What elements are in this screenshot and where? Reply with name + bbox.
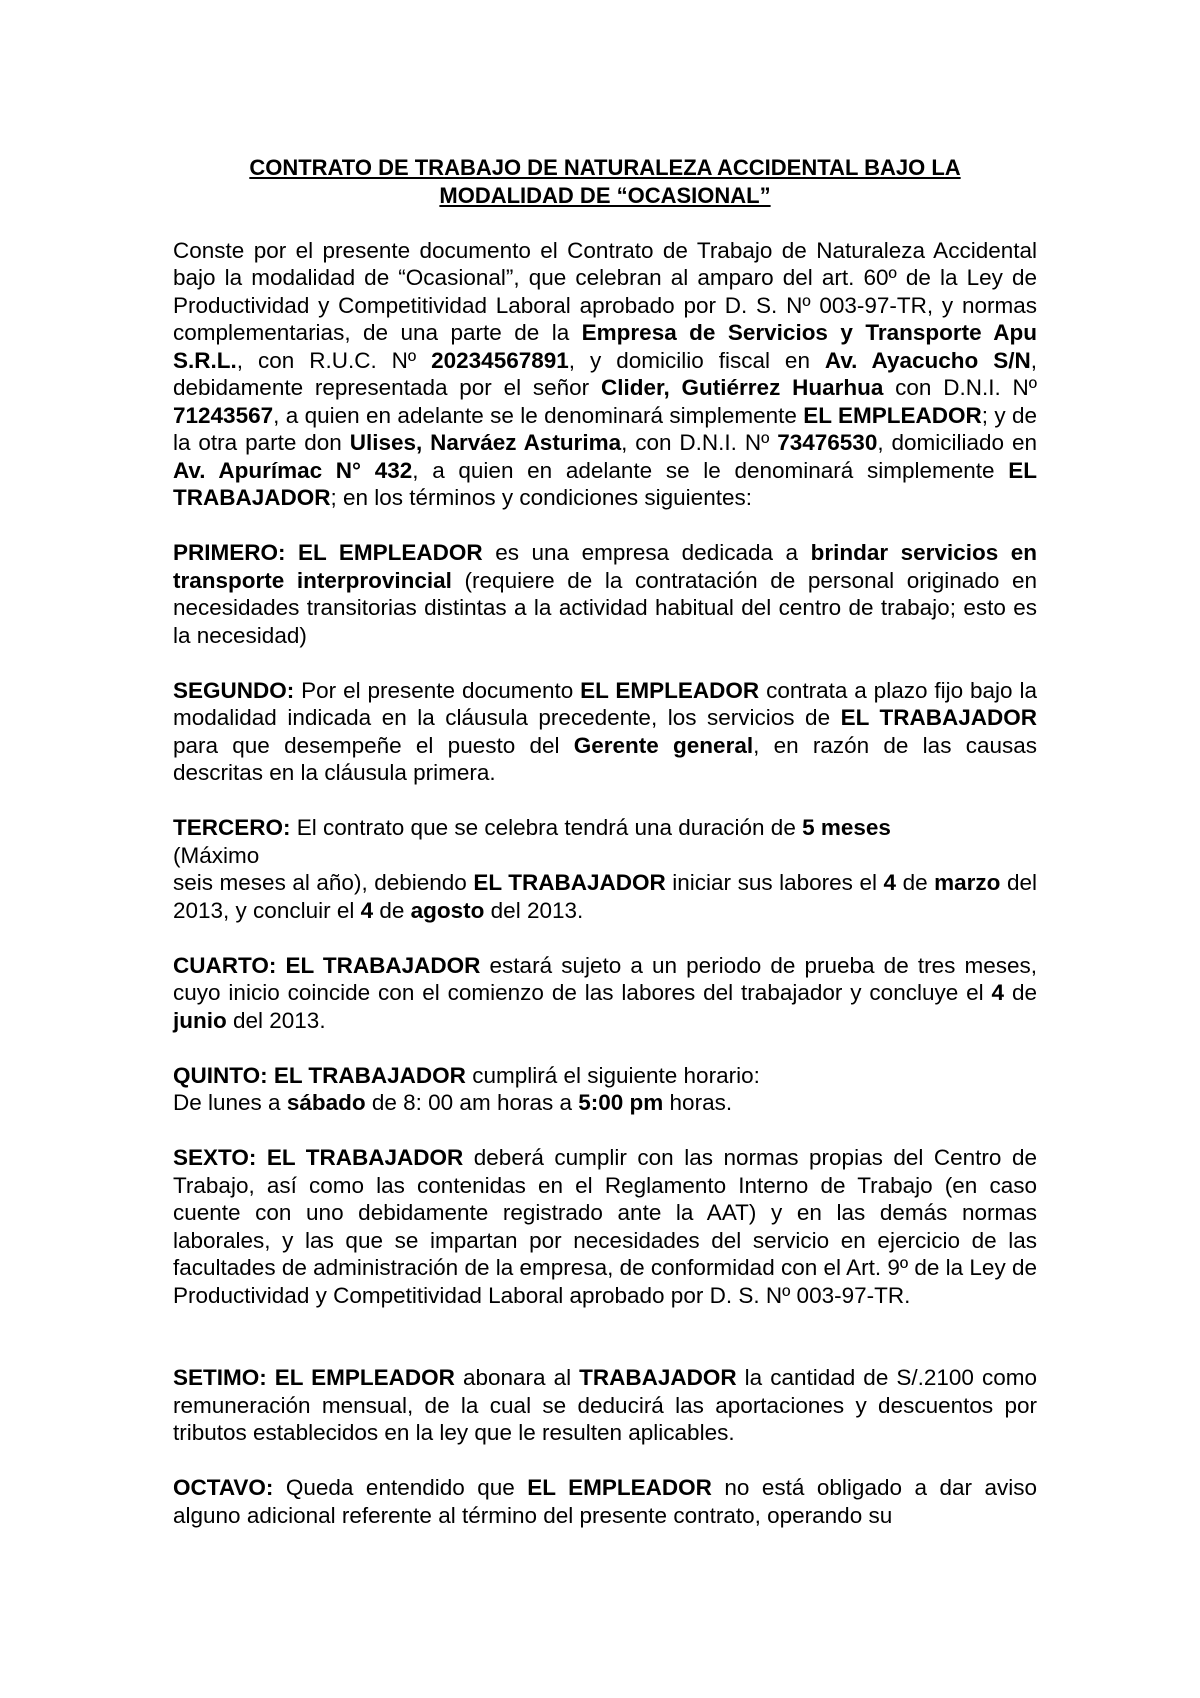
title-line-2: MODALIDAD DE “OCASIONAL” bbox=[439, 182, 771, 208]
intro-text: , y domicilio fiscal en bbox=[568, 347, 825, 373]
company-name: Empresa de Servicios y Transporte Apu S.R.L. bbox=[173, 320, 1037, 373]
clause-text: seis meses al año), debiendo bbox=[173, 870, 474, 895]
clause-cuarto bbox=[173, 952, 1037, 1035]
clause-sexto bbox=[173, 1144, 1037, 1309]
title-line-1: CONTRATO DE TRABAJO DE NATURALEZA ACCIDENTAL BAJO LA bbox=[249, 155, 961, 180]
clause-heading: TERCERO: bbox=[173, 815, 291, 840]
clause-text: (requiere de la contratación de personal originado en necesidades transitorias distintas a la actividad habitual del centro de trabajo; esto es la necesidad) bbox=[173, 567, 1037, 648]
worker-name: Ulises, Narváez Asturima bbox=[349, 430, 622, 455]
clause-heading: SEXTO: EL TRABAJADOR bbox=[173, 1145, 464, 1170]
intro-text: ; en los términos y condiciones siguientes: bbox=[330, 485, 752, 510]
start-month: marzo bbox=[934, 870, 1001, 895]
clause-heading: SEGUNDO: bbox=[173, 677, 295, 703]
end-month: agosto bbox=[410, 897, 485, 923]
clause-text: para que desempeñe el puesto del bbox=[173, 732, 574, 758]
contract-duration: 5 meses bbox=[802, 815, 891, 840]
representative-dni: 71243567 bbox=[173, 402, 274, 428]
clause-text: contrata a plazo fijo bajo la modalidad indicada en la cláusula precedente, los servicios de bbox=[173, 677, 1037, 730]
start-day: 4 bbox=[883, 870, 897, 895]
clause-text: de bbox=[1004, 980, 1037, 1005]
schedule-end-time: 5:00 pm bbox=[578, 1090, 664, 1115]
document-page bbox=[173, 0, 1037, 1698]
intro-text: , domiciliado en bbox=[877, 430, 1037, 455]
document-title bbox=[173, 154, 1037, 209]
clause-heading: QUINTO: EL TRABAJADOR bbox=[173, 1062, 466, 1088]
job-position: Gerente general bbox=[573, 732, 754, 758]
schedule-last-day: sábado bbox=[286, 1090, 366, 1115]
worker-dni: 73476530 bbox=[777, 430, 878, 455]
clause-text: , en razón de las causas descritas en la cláusula primera. bbox=[173, 732, 1037, 785]
clause-heading: CUARTO: EL TRABAJADOR bbox=[173, 952, 481, 978]
intro-text: , a quien en adelante se le denominará simplemente bbox=[273, 402, 804, 428]
end-day: 4 bbox=[360, 897, 374, 923]
clause-text: horas. bbox=[663, 1090, 733, 1115]
clause-text: no está obligado a dar aviso alguno adicional referente al término del presente contrato, operando su bbox=[173, 1475, 1037, 1528]
clause-text: Queda entendido que bbox=[273, 1475, 528, 1500]
clause-text: del 2013, y concluir el bbox=[173, 870, 1038, 923]
employer-representative: Clider, Gutiérrez Huarhua bbox=[600, 375, 884, 400]
worker-label: EL TRABAJADOR bbox=[473, 870, 666, 895]
employer-label: EL EMPLEADOR bbox=[527, 1475, 712, 1500]
clause-primero bbox=[173, 539, 1037, 649]
clause-quinto bbox=[173, 1062, 1037, 1117]
intro-text: Conste por el presente documento el Contrato de Trabajo de Naturaleza Accidental bajo la modalidad de “Ocasional”, que celebran al amparo del art. 60º de la Ley de Productividad y Competitividad Laboral aprobado por D. S. Nº 003-97-TR, y normas complementarias, de una parte de la bbox=[173, 237, 1037, 345]
clause-text: Por el presente documento bbox=[294, 677, 581, 703]
clause-text: De lunes a bbox=[173, 1090, 287, 1115]
clause-text: es una empresa dedicada a bbox=[482, 540, 811, 565]
ruc-number: 20234567891 bbox=[431, 347, 569, 373]
clause-text: estará sujeto a un periodo de prueba de tres meses, cuyo inicio coincide con el comienzo de las labores del trabajador y concluye el bbox=[173, 952, 1037, 1005]
clause-text: iniciar sus labores el bbox=[665, 870, 884, 895]
clause-text: deberá cumplir con las normas propias del Centro de Trabajo, así como las contenidas en el Reglamento Interno de Trabajo (en caso cuente con uno debidamente registrado ante la AAT) y en las demás normas laborales, y las que se impartan por necesidades del servicio en ejercicio de las facultades de administración de la empresa, de conformidad con el Art. 9º de la Ley de Productividad y Competitividad Laboral aprobado por D. S. Nº 003-97-TR. bbox=[173, 1145, 1037, 1308]
clause-text: de bbox=[373, 897, 411, 923]
clause-text: cumplirá el siguiente horario: bbox=[465, 1062, 760, 1088]
clause-text: de bbox=[896, 870, 935, 895]
clause-heading: PRIMERO: bbox=[173, 540, 286, 565]
worker-label: EL TRABAJADOR bbox=[173, 457, 1037, 510]
worker-label: TRABAJADOR bbox=[579, 1365, 737, 1390]
clause-text: El contrato que se celebra tendrá una duración de bbox=[290, 815, 803, 840]
worker-address: Av. Apurímac N° 432 bbox=[173, 457, 413, 483]
intro-text: con D.N.I. Nº bbox=[883, 375, 1037, 400]
intro-text: , con R.U.C. Nº bbox=[236, 347, 432, 373]
fiscal-address: Av. Ayacucho S/N bbox=[824, 347, 1031, 373]
clause-heading: OCTAVO: bbox=[173, 1475, 274, 1500]
clause-heading: SETIMO: EL EMPLEADOR bbox=[173, 1365, 455, 1390]
probation-end-month: junio bbox=[173, 1007, 227, 1033]
intro-paragraph bbox=[173, 237, 1037, 512]
clause-text: (Máximo bbox=[173, 842, 260, 868]
clause-tercero bbox=[173, 814, 1037, 924]
clause-segundo bbox=[173, 677, 1037, 787]
clause-setimo bbox=[173, 1364, 1037, 1447]
clause-text: la cantidad de S/.2100 como remuneración mensual, de la cual se deducirá las aportaciones y descuentos por tributos establecidos en la ley que le resulten aplicables. bbox=[173, 1365, 1037, 1445]
intro-text: ; y de la otra parte don bbox=[173, 402, 1038, 455]
employer-label: EL EMPLEADOR bbox=[580, 677, 760, 703]
intro-text: , debidamente representada por el señor bbox=[173, 347, 1037, 400]
business-activity: brindar servicios en transporte interprovincial bbox=[173, 540, 1038, 593]
clause-text: del 2013. bbox=[484, 897, 584, 923]
probation-end-day: 4 bbox=[991, 980, 1005, 1005]
employer-label: EL EMPLEADOR bbox=[285, 540, 483, 565]
clause-text: de 8: 00 am horas a bbox=[365, 1090, 579, 1115]
intro-text: , con D.N.I. Nº bbox=[621, 430, 778, 455]
worker-label: EL TRABAJADOR bbox=[840, 705, 1037, 730]
intro-text: , a quien en adelante se le denominará simplemente bbox=[412, 457, 1009, 483]
clause-text: del 2013. bbox=[226, 1007, 326, 1033]
clause-text: abonara al bbox=[454, 1365, 580, 1390]
employer-label: EL EMPLEADOR bbox=[803, 402, 982, 428]
clause-octavo bbox=[173, 1474, 1037, 1529]
